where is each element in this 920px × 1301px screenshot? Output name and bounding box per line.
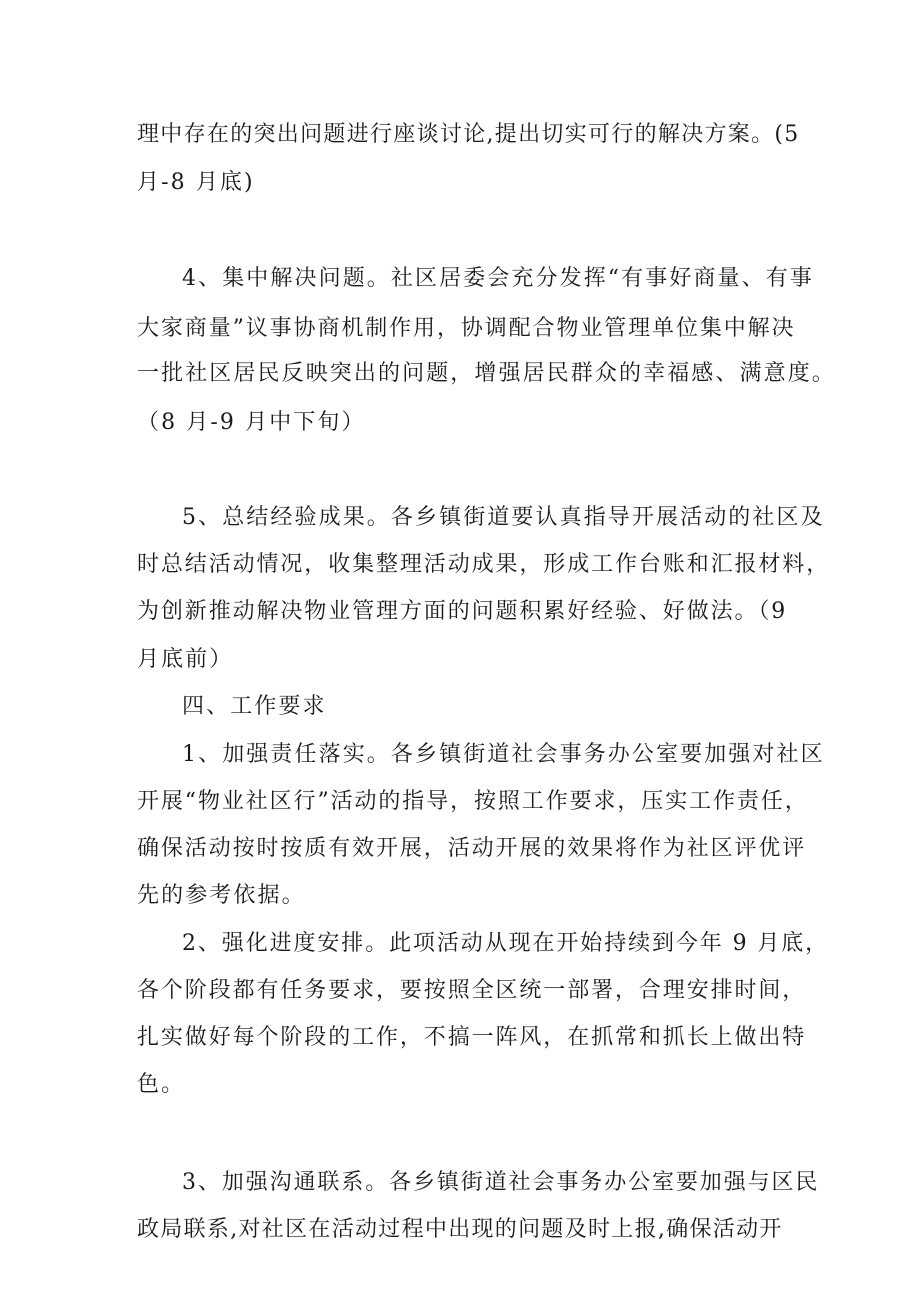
text-line: 色。: [137, 1072, 186, 1097]
text-line: 理中存在的突出问题进行座谈讨论,提出切实可行的解决方案。(5: [137, 122, 800, 147]
text-line: 月底前）: [137, 647, 234, 672]
paragraph-5-start: 5、总结经验成果。各乡镇街道要认真指导开展活动的社区及: [182, 505, 825, 530]
paragraph-4-start: 4、集中解决问题。社区居委会充分发挥“有事好商量、有事: [182, 266, 814, 291]
requirement-3-start: 3、加强沟通联系。各乡镇街道社会事务办公室要加强与区民: [182, 1170, 820, 1195]
text-line: 政局联系,对社区在活动过程中出现的问题及时上报,确保活动开: [137, 1217, 783, 1242]
requirement-2-start: 2、强化进度安排。此项活动从现在开始持续到今年 9 月底，: [182, 931, 830, 956]
requirement-1-start: 1、加强责任落实。各乡镇街道社会事务办公室要加强对社区: [182, 742, 825, 767]
text-line: 月-8 月底): [137, 170, 255, 195]
section-heading: 四、工作要求: [182, 694, 327, 719]
text-line: 先的参考依据。: [137, 883, 306, 908]
text-line: 为创新推动解决物业管理方面的问题积累好经验、好做法。（9: [137, 599, 788, 624]
text-line: 扎实做好每个阶段的工作，不搞一阵风，在抓常和抓长上做出特: [137, 1025, 807, 1050]
text-line: 确保活动按时按质有效开展，活动开展的效果将作为社区评优评: [137, 836, 807, 861]
text-line: 开展“物业社区行”活动的指导，按照工作要求，压实工作责任，: [137, 789, 809, 814]
text-line: （8 月-9 月中下旬）: [137, 410, 366, 435]
text-line: 大家商量”议事协商机制作用，协调配合物业管理单位集中解决: [137, 316, 796, 341]
text-line: 一批社区居民反映突出的问题，增强居民群众的幸福感、满意度。: [137, 361, 836, 386]
text-line: 时总结活动情况，收集整理活动成果，形成工作台账和汇报材料，: [137, 552, 831, 577]
text-line: 各个阶段都有任务要求，要按照全区统一部署，合理安排时间，: [137, 978, 807, 1003]
